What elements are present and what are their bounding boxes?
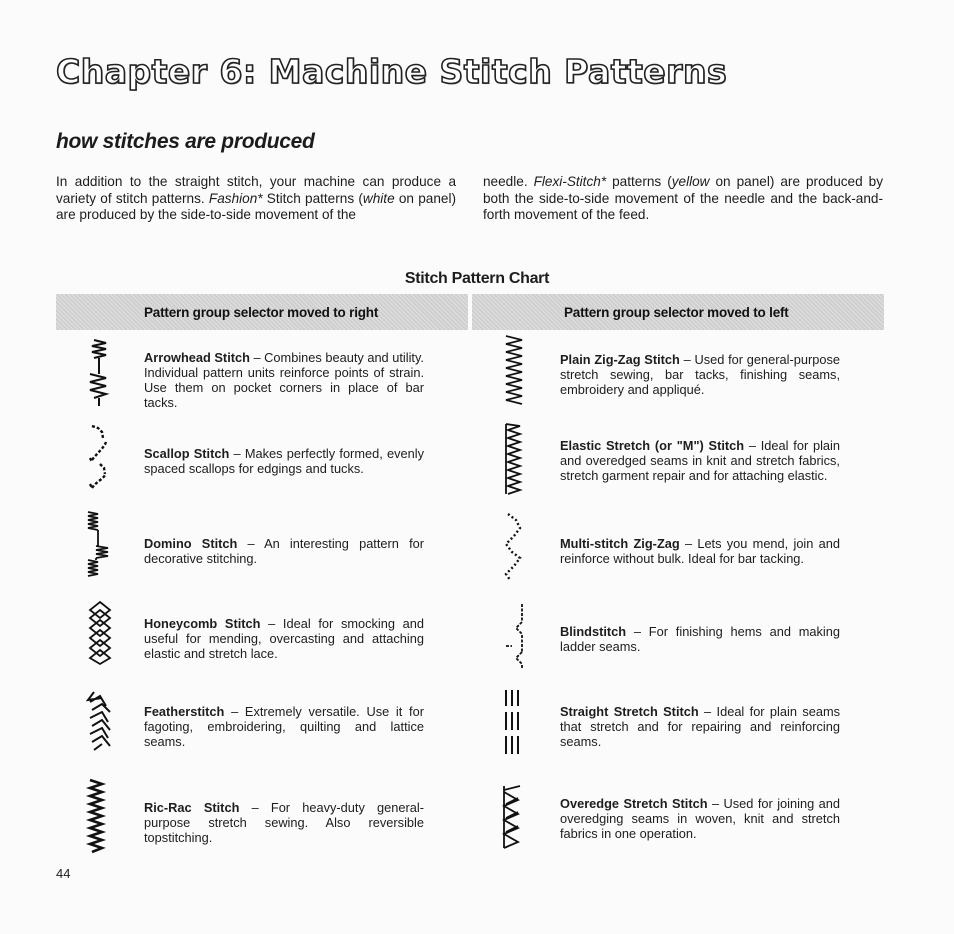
stitch-description: Elastic Stretch (or "M") Stitch – Ideal for plain and overedged seams in knit and stretch fabrics, stretch garment repair and for attaching elastic. — [560, 438, 841, 483]
blindstitch-icon — [500, 602, 560, 670]
multi-stitch-zig-zag-icon — [500, 510, 560, 584]
overedge-stretch-stitch-icon — [500, 784, 560, 850]
ric-rac-stitch-icon — [84, 778, 144, 854]
intro-paragraph-left: In addition to the straight stitch, your machine can produce a variety of stitch patterns. Fashion* Stitch patterns (white on panel) are produced by the side-to-side movement of the — [56, 174, 456, 222]
stitch-description: Honeycomb Stitch – Ideal for smocking and useful for mending, overcasting and attaching elastic and stretch lace. — [144, 616, 425, 661]
stitch-description: Blindstitch – For finishing hems and making ladder seams. — [560, 624, 840, 654]
page-number: 44 — [56, 866, 71, 881]
stitch-description: Featherstitch – Extremely versatile. Use it for fagoting, embroidering, quilting and lattice seams. — [144, 704, 424, 749]
straight-stretch-stitch-icon — [500, 688, 560, 758]
domino-stitch-icon — [84, 508, 144, 582]
elastic-stretch-stitch-icon — [500, 422, 560, 496]
right-group-header: Pattern group selector moved to left — [472, 294, 884, 330]
featherstitch-icon — [84, 690, 144, 756]
stitch-description: Scallop Stitch – Makes perfectly formed, evenly spaced scallops for edgings and tucks. — [144, 446, 424, 476]
stitch-description: Plain Zig-Zag Stitch – Used for general-purpose stretch sewing, bar tacks, finishing seams, embroidery and appliqué. — [560, 352, 840, 397]
stitch-description: Straight Stretch Stitch – Ideal for plain seams that stretch and for repairing and reinforcing seams. — [560, 704, 841, 749]
stitch-description: Arrowhead Stitch – Combines beauty and utility. Individual pattern units reinforce points of strain. Use them on pocket corners in place of bar tacks. — [144, 350, 424, 410]
stitch-description: Overedge Stretch Stitch – Used for joining and overedging seams in woven, knit and stretch fabrics in one operation. — [560, 796, 840, 841]
stitch-description: Multi-stitch Zig-Zag – Lets you mend, join and reinforce without bulk. Ideal for bar tacking. — [560, 536, 841, 566]
stitch-pattern-chart — [56, 294, 884, 864]
chapter-title: Chapter 6: Machine Stitch Patterns — [56, 52, 728, 91]
scallop-stitch-icon — [84, 422, 144, 492]
stitch-description: Domino Stitch – An interesting pattern for decorative stitching. — [144, 536, 425, 566]
left-group-header: Pattern group selector moved to right — [56, 294, 468, 330]
intro-paragraph-right: needle. Flexi-Stitch* patterns (yellow on panel) are produced by both the side-to-side movement of the needle and the back-and-forth movement of the feed. — [483, 174, 884, 222]
arrowhead-stitch-icon — [84, 338, 144, 408]
chart-title: Stitch Pattern Chart — [404, 270, 550, 287]
plain-zig-zag-stitch-icon — [500, 334, 560, 408]
stitch-description: Ric-Rac Stitch – For heavy-duty general-purpose stretch sewing. Also reversible topstitching. — [144, 800, 424, 845]
section-title: how stitches are produced — [56, 130, 315, 153]
honeycomb-stitch-icon — [84, 600, 144, 666]
